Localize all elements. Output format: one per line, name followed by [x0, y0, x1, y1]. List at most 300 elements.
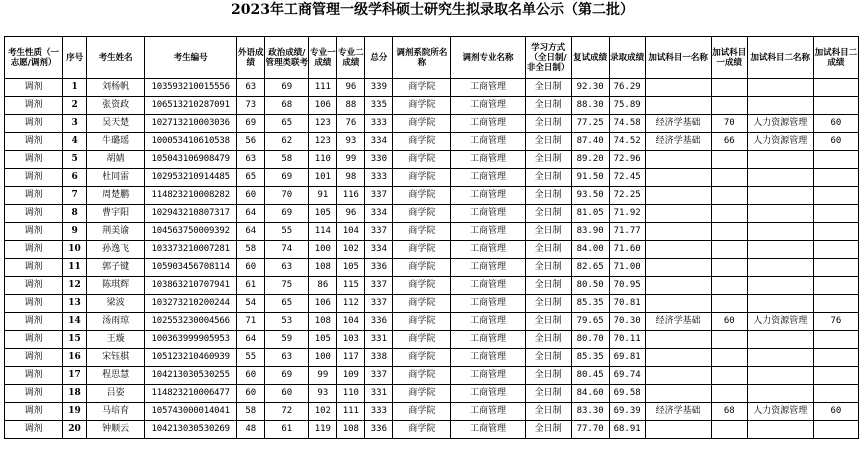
- major-name-cell: 工商管理: [451, 403, 525, 421]
- dept-cell: 商学院: [393, 169, 451, 187]
- major1-cell: 100: [309, 349, 337, 367]
- exam-id-cell: 105743000014041: [145, 403, 237, 421]
- dept-cell: 商学院: [393, 313, 451, 331]
- col-extra1-name-header: 加试科目一名称: [645, 37, 711, 79]
- applicant-type-cell: 调剂: [5, 367, 63, 385]
- exam-id-cell: 105043106908479: [145, 151, 237, 169]
- name-cell: 郭子键: [87, 259, 145, 277]
- extra2-name-cell: [747, 223, 813, 241]
- extra1-score-cell: [711, 259, 747, 277]
- dept-cell: 商学院: [393, 151, 451, 169]
- admit-score-cell: 68.91: [609, 421, 645, 439]
- major2-cell: 88: [337, 97, 365, 115]
- admit-score-cell: 69.74: [609, 367, 645, 385]
- extra2-score-cell: [813, 169, 858, 187]
- name-cell: 程思慧: [87, 367, 145, 385]
- major-name-cell: 工商管理: [451, 331, 525, 349]
- table-row: [5, 97, 859, 115]
- extra2-name-cell: [747, 349, 813, 367]
- admit-score-cell: 72.45: [609, 169, 645, 187]
- study-mode-cell: 全日制: [525, 331, 571, 349]
- seq-cell: 20: [63, 421, 87, 439]
- seq-cell: 15: [63, 331, 87, 349]
- extra2-score-cell: [813, 421, 858, 439]
- col-admit-score-header: 录取成绩: [609, 37, 645, 79]
- total-cell: 334: [365, 205, 393, 223]
- name-cell: 汤雨琼: [87, 313, 145, 331]
- retest-cell: 80.45: [571, 367, 609, 385]
- dept-cell: 商学院: [393, 115, 451, 133]
- extra2-score-cell: [813, 205, 858, 223]
- major1-cell: 101: [309, 169, 337, 187]
- major1-cell: 105: [309, 331, 337, 349]
- seq-cell: 13: [63, 295, 87, 313]
- exam-id-cell: 103373210007281: [145, 241, 237, 259]
- study-mode-cell: 全日制: [525, 313, 571, 331]
- major2-cell: 117: [337, 349, 365, 367]
- col-total-header: 总分: [365, 37, 393, 79]
- extra1-name-cell: [645, 241, 711, 259]
- name-cell: 刘杨帆: [87, 79, 145, 97]
- major2-cell: 96: [337, 79, 365, 97]
- col-applicant-type-header: 考生性质（一志愿/调剂）: [5, 37, 63, 79]
- total-cell: 337: [365, 277, 393, 295]
- applicant-type-cell: 调剂: [5, 115, 63, 133]
- extra1-name-cell: [645, 331, 711, 349]
- extra1-name-cell: [645, 205, 711, 223]
- foreign-lang-cell: 71: [237, 313, 265, 331]
- admit-score-cell: 69.58: [609, 385, 645, 403]
- major1-cell: 106: [309, 295, 337, 313]
- extra1-name-cell: [645, 169, 711, 187]
- dept-cell: 商学院: [393, 349, 451, 367]
- table-row: [5, 331, 859, 349]
- extra1-score-cell: [711, 385, 747, 403]
- applicant-type-cell: 调剂: [5, 313, 63, 331]
- major2-cell: 115: [337, 277, 365, 295]
- retest-cell: 80.70: [571, 331, 609, 349]
- extra2-name-cell: [747, 187, 813, 205]
- politics-cell: 61: [265, 421, 309, 439]
- extra2-name-cell: [747, 205, 813, 223]
- major-name-cell: 工商管理: [451, 223, 525, 241]
- name-cell: 吴天楚: [87, 115, 145, 133]
- extra1-name-cell: [645, 385, 711, 403]
- extra1-score-cell: [711, 241, 747, 259]
- major2-cell: 105: [337, 259, 365, 277]
- table-row: [5, 205, 859, 223]
- admit-score-cell: 70.30: [609, 313, 645, 331]
- extra2-score-cell: [813, 223, 858, 241]
- major2-cell: 93: [337, 133, 365, 151]
- admit-score-cell: 71.92: [609, 205, 645, 223]
- exam-id-cell: 100053410610538: [145, 133, 237, 151]
- foreign-lang-cell: 54: [237, 295, 265, 313]
- dept-cell: 商学院: [393, 97, 451, 115]
- study-mode-cell: 全日制: [525, 187, 571, 205]
- retest-cell: 88.30: [571, 97, 609, 115]
- applicant-type-cell: 调剂: [5, 205, 63, 223]
- admit-score-cell: 75.89: [609, 97, 645, 115]
- major2-cell: 99: [337, 151, 365, 169]
- foreign-lang-cell: 60: [237, 187, 265, 205]
- study-mode-cell: 全日制: [525, 421, 571, 439]
- extra1-score-cell: [711, 187, 747, 205]
- foreign-lang-cell: 60: [237, 259, 265, 277]
- page-title: 2023年工商管理一级学科硕士研究生拟录取名单公示（第二批）: [231, 2, 634, 18]
- total-cell: 337: [365, 295, 393, 313]
- table-row: [5, 421, 859, 439]
- applicant-type-cell: 调剂: [5, 403, 63, 421]
- applicant-type-cell: 调剂: [5, 97, 63, 115]
- name-cell: 马培育: [87, 403, 145, 421]
- seq-cell: 5: [63, 151, 87, 169]
- major2-cell: 111: [337, 403, 365, 421]
- major-name-cell: 工商管理: [451, 79, 525, 97]
- exam-id-cell: 105903456708114: [145, 259, 237, 277]
- foreign-lang-cell: 64: [237, 205, 265, 223]
- admit-score-cell: 69.39: [609, 403, 645, 421]
- extra2-score-cell: [813, 349, 858, 367]
- total-cell: 331: [365, 331, 393, 349]
- name-cell: 王璇: [87, 331, 145, 349]
- major-name-cell: 工商管理: [451, 349, 525, 367]
- name-cell: 周楚鹏: [87, 187, 145, 205]
- extra2-name-cell: [747, 385, 813, 403]
- table-row: [5, 115, 859, 133]
- politics-cell: 59: [265, 331, 309, 349]
- total-cell: 337: [365, 367, 393, 385]
- retest-cell: 84.60: [571, 385, 609, 403]
- admit-score-cell: 76.29: [609, 79, 645, 97]
- study-mode-cell: 全日制: [525, 133, 571, 151]
- major1-cell: 100: [309, 241, 337, 259]
- seq-cell: 4: [63, 133, 87, 151]
- dept-cell: 商学院: [393, 421, 451, 439]
- table-row: [5, 223, 859, 241]
- extra2-score-cell: 76: [813, 313, 858, 331]
- foreign-lang-cell: 69: [237, 115, 265, 133]
- politics-cell: 58: [265, 151, 309, 169]
- applicant-type-cell: 调剂: [5, 295, 63, 313]
- foreign-lang-cell: 55: [237, 349, 265, 367]
- study-mode-cell: 全日制: [525, 367, 571, 385]
- exam-id-cell: 102553230004566: [145, 313, 237, 331]
- seq-cell: 9: [63, 223, 87, 241]
- extra1-name-cell: 经济学基础: [645, 313, 711, 331]
- politics-cell: 75: [265, 277, 309, 295]
- extra1-score-cell: [711, 421, 747, 439]
- major-name-cell: 工商管理: [451, 133, 525, 151]
- extra2-name-cell: [747, 97, 813, 115]
- admit-score-cell: 70.95: [609, 277, 645, 295]
- table-row: [5, 385, 859, 403]
- exam-id-cell: 114823210006477: [145, 385, 237, 403]
- seq-cell: 11: [63, 259, 87, 277]
- foreign-lang-cell: 65: [237, 169, 265, 187]
- extra1-score-cell: [711, 97, 747, 115]
- major2-cell: 116: [337, 187, 365, 205]
- foreign-lang-cell: 61: [237, 277, 265, 295]
- major-name-cell: 工商管理: [451, 259, 525, 277]
- extra2-name-cell: [747, 241, 813, 259]
- retest-cell: 87.40: [571, 133, 609, 151]
- major1-cell: 111: [309, 79, 337, 97]
- retest-cell: 82.65: [571, 259, 609, 277]
- extra1-name-cell: [645, 151, 711, 169]
- major1-cell: 114: [309, 223, 337, 241]
- seq-cell: 14: [63, 313, 87, 331]
- extra1-name-cell: [645, 277, 711, 295]
- exam-id-cell: 102943210807317: [145, 205, 237, 223]
- applicant-type-cell: 调剂: [5, 151, 63, 169]
- extra2-score-cell: [813, 367, 858, 385]
- extra1-score-cell: [711, 205, 747, 223]
- extra2-name-cell: [747, 151, 813, 169]
- exam-id-cell: 104213030530269: [145, 421, 237, 439]
- major1-cell: 93: [309, 385, 337, 403]
- exam-id-cell: 100363999905953: [145, 331, 237, 349]
- major-name-cell: 工商管理: [451, 385, 525, 403]
- admission-table: [4, 36, 859, 439]
- seq-cell: 7: [63, 187, 87, 205]
- admit-score-cell: 70.11: [609, 331, 645, 349]
- major-name-cell: 工商管理: [451, 367, 525, 385]
- extra1-score-cell: [711, 169, 747, 187]
- applicant-type-cell: 调剂: [5, 169, 63, 187]
- table-row: [5, 169, 859, 187]
- extra2-score-cell: [813, 385, 858, 403]
- foreign-lang-cell: 48: [237, 421, 265, 439]
- exam-id-cell: 114823210008282: [145, 187, 237, 205]
- extra2-score-cell: [813, 241, 858, 259]
- retest-cell: 79.65: [571, 313, 609, 331]
- foreign-lang-cell: 64: [237, 331, 265, 349]
- politics-cell: 65: [265, 115, 309, 133]
- extra2-name-cell: [747, 79, 813, 97]
- extra1-name-cell: 经济学基础: [645, 133, 711, 151]
- major1-cell: 102: [309, 403, 337, 421]
- major-name-cell: 工商管理: [451, 421, 525, 439]
- extra2-name-cell: [747, 259, 813, 277]
- study-mode-cell: 全日制: [525, 277, 571, 295]
- politics-cell: 65: [265, 295, 309, 313]
- retest-cell: 85.35: [571, 295, 609, 313]
- foreign-lang-cell: 60: [237, 367, 265, 385]
- exam-id-cell: 102713210003036: [145, 115, 237, 133]
- applicant-type-cell: 调剂: [5, 277, 63, 295]
- politics-cell: 69: [265, 79, 309, 97]
- major2-cell: 104: [337, 223, 365, 241]
- applicant-type-cell: 调剂: [5, 421, 63, 439]
- extra2-name-cell: [747, 331, 813, 349]
- table-row: [5, 187, 859, 205]
- extra1-score-cell: [711, 151, 747, 169]
- extra1-score-cell: 70: [711, 115, 747, 133]
- admit-score-cell: 71.60: [609, 241, 645, 259]
- extra2-score-cell: [813, 295, 858, 313]
- seq-cell: 19: [63, 403, 87, 421]
- major2-cell: 109: [337, 367, 365, 385]
- extra1-name-cell: [645, 97, 711, 115]
- admit-score-cell: 72.96: [609, 151, 645, 169]
- dept-cell: 商学院: [393, 367, 451, 385]
- dept-cell: 商学院: [393, 79, 451, 97]
- extra2-score-cell: 60: [813, 403, 858, 421]
- major-name-cell: 工商管理: [451, 241, 525, 259]
- extra1-name-cell: 经济学基础: [645, 115, 711, 133]
- foreign-lang-cell: 63: [237, 79, 265, 97]
- foreign-lang-cell: 56: [237, 133, 265, 151]
- col-major1-header: 专业一成绩: [309, 37, 337, 79]
- exam-id-cell: 105123210460939: [145, 349, 237, 367]
- table-row: [5, 349, 859, 367]
- major2-cell: 102: [337, 241, 365, 259]
- col-major-name-header: 调剂专业名称: [451, 37, 525, 79]
- retest-cell: 92.30: [571, 79, 609, 97]
- admit-score-cell: 71.77: [609, 223, 645, 241]
- table-row: [5, 79, 859, 97]
- name-cell: 梁波: [87, 295, 145, 313]
- name-cell: 孙逸飞: [87, 241, 145, 259]
- seq-cell: 18: [63, 385, 87, 403]
- dept-cell: 商学院: [393, 223, 451, 241]
- extra2-name-cell: 人力资源管理: [747, 115, 813, 133]
- major-name-cell: 工商管理: [451, 97, 525, 115]
- major1-cell: 91: [309, 187, 337, 205]
- name-cell: 胡婧: [87, 151, 145, 169]
- applicant-type-cell: 调剂: [5, 241, 63, 259]
- col-politics-header: 政治成绩/管理类联考: [265, 37, 309, 79]
- study-mode-cell: 全日制: [525, 151, 571, 169]
- dept-cell: 商学院: [393, 205, 451, 223]
- admit-score-cell: 69.81: [609, 349, 645, 367]
- total-cell: 335: [365, 97, 393, 115]
- politics-cell: 70: [265, 187, 309, 205]
- dept-cell: 商学院: [393, 187, 451, 205]
- politics-cell: 62: [265, 133, 309, 151]
- seq-cell: 8: [63, 205, 87, 223]
- exam-id-cell: 103273210200244: [145, 295, 237, 313]
- extra1-name-cell: [645, 295, 711, 313]
- dept-cell: 商学院: [393, 331, 451, 349]
- study-mode-cell: 全日制: [525, 385, 571, 403]
- study-mode-cell: 全日制: [525, 205, 571, 223]
- study-mode-cell: 全日制: [525, 259, 571, 277]
- major1-cell: 123: [309, 115, 337, 133]
- applicant-type-cell: 调剂: [5, 385, 63, 403]
- extra2-score-cell: [813, 79, 858, 97]
- major1-cell: 105: [309, 205, 337, 223]
- extra1-score-cell: [711, 295, 747, 313]
- extra2-name-cell: [747, 367, 813, 385]
- retest-cell: 83.90: [571, 223, 609, 241]
- major1-cell: 108: [309, 313, 337, 331]
- politics-cell: 60: [265, 385, 309, 403]
- total-cell: 339: [365, 79, 393, 97]
- table-row: [5, 277, 859, 295]
- total-cell: 333: [365, 403, 393, 421]
- col-seq-header: 序号: [63, 37, 87, 79]
- exam-id-cell: 103593210015556: [145, 79, 237, 97]
- major-name-cell: 工商管理: [451, 295, 525, 313]
- table-body: [5, 79, 859, 439]
- table-row: [5, 259, 859, 277]
- dept-cell: 商学院: [393, 277, 451, 295]
- col-exam-id-header: 考生编号: [145, 37, 237, 79]
- seq-cell: 16: [63, 349, 87, 367]
- col-extra1-score-header: 加试科目一成绩: [711, 37, 747, 79]
- total-cell: 336: [365, 313, 393, 331]
- name-cell: 吕姿: [87, 385, 145, 403]
- study-mode-cell: 全日制: [525, 115, 571, 133]
- extra1-name-cell: [645, 421, 711, 439]
- col-extra2-score-header: 加试科目二成绩: [813, 37, 858, 79]
- retest-cell: 85.35: [571, 349, 609, 367]
- major2-cell: 76: [337, 115, 365, 133]
- dept-cell: 商学院: [393, 295, 451, 313]
- foreign-lang-cell: 63: [237, 151, 265, 169]
- extra2-name-cell: [747, 277, 813, 295]
- name-cell: 曹宇阳: [87, 205, 145, 223]
- extra2-score-cell: [813, 331, 858, 349]
- politics-cell: 69: [265, 367, 309, 385]
- applicant-type-cell: 调剂: [5, 259, 63, 277]
- major-name-cell: 工商管理: [451, 169, 525, 187]
- study-mode-cell: 全日制: [525, 79, 571, 97]
- table-row: [5, 133, 859, 151]
- applicant-type-cell: 调剂: [5, 133, 63, 151]
- foreign-lang-cell: 73: [237, 97, 265, 115]
- dept-cell: 商学院: [393, 241, 451, 259]
- admit-score-cell: 70.81: [609, 295, 645, 313]
- extra1-name-cell: [645, 349, 711, 367]
- applicant-type-cell: 调剂: [5, 223, 63, 241]
- col-extra2-name-header: 加试科目二名称: [747, 37, 813, 79]
- total-cell: 337: [365, 223, 393, 241]
- study-mode-cell: 全日制: [525, 223, 571, 241]
- extra2-name-cell: [747, 295, 813, 313]
- foreign-lang-cell: 58: [237, 403, 265, 421]
- major-name-cell: 工商管理: [451, 205, 525, 223]
- retest-cell: 81.05: [571, 205, 609, 223]
- extra1-name-cell: [645, 187, 711, 205]
- extra1-name-cell: 经济学基础: [645, 403, 711, 421]
- extra1-score-cell: [711, 367, 747, 385]
- total-cell: 333: [365, 115, 393, 133]
- admit-score-cell: 74.52: [609, 133, 645, 151]
- major1-cell: 86: [309, 277, 337, 295]
- applicant-type-cell: 调剂: [5, 187, 63, 205]
- politics-cell: 69: [265, 169, 309, 187]
- extra1-score-cell: [711, 331, 747, 349]
- name-cell: 钟顺云: [87, 421, 145, 439]
- major2-cell: 112: [337, 295, 365, 313]
- extra1-score-cell: [711, 223, 747, 241]
- total-cell: 331: [365, 385, 393, 403]
- politics-cell: 68: [265, 97, 309, 115]
- applicant-type-cell: 调剂: [5, 349, 63, 367]
- total-cell: 336: [365, 421, 393, 439]
- politics-cell: 69: [265, 205, 309, 223]
- study-mode-cell: 全日制: [525, 349, 571, 367]
- retest-cell: 91.50: [571, 169, 609, 187]
- table-row: [5, 313, 859, 331]
- total-cell: 337: [365, 187, 393, 205]
- extra1-name-cell: [645, 367, 711, 385]
- dept-cell: 商学院: [393, 403, 451, 421]
- politics-cell: 63: [265, 349, 309, 367]
